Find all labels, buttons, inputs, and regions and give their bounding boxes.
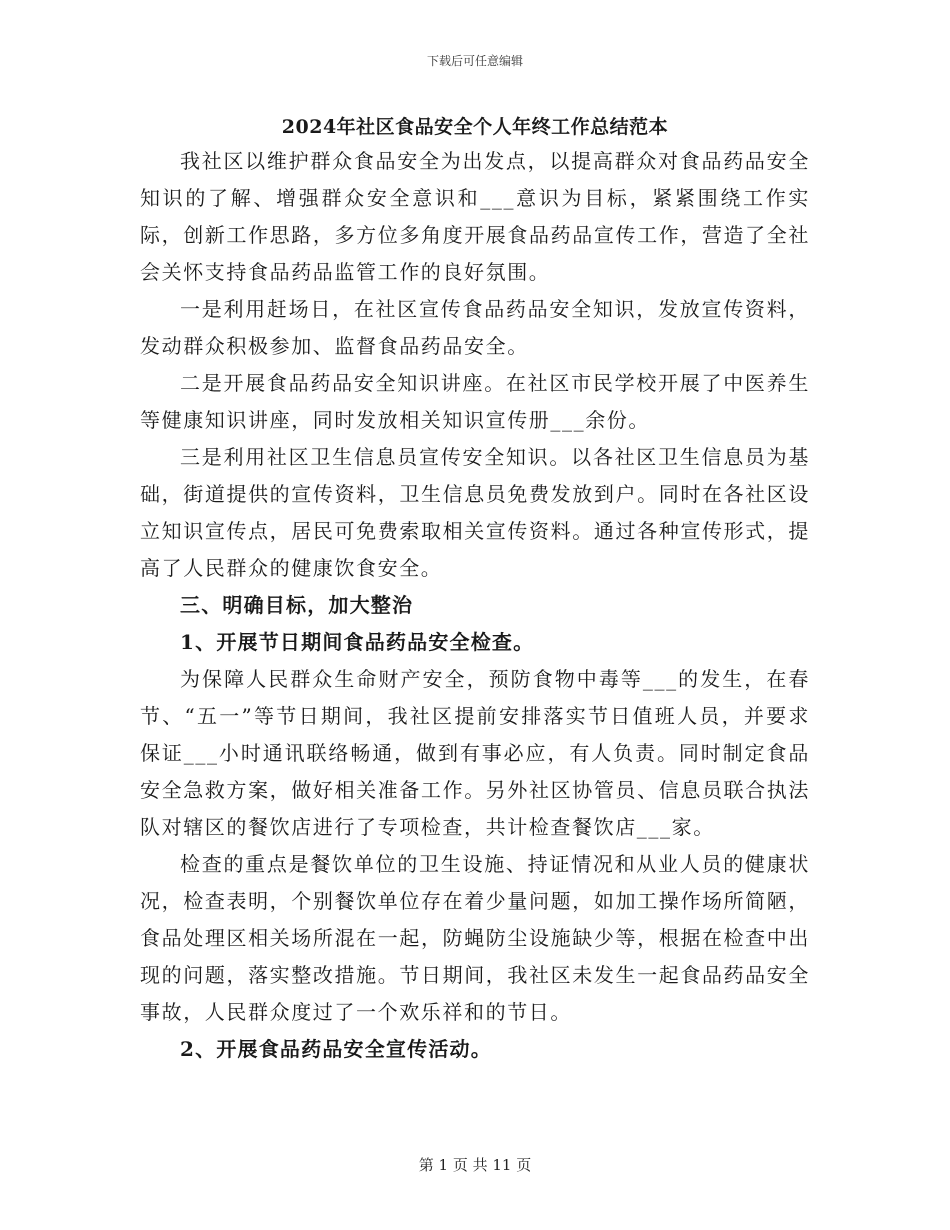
page-header-note: 下载后可任意编辑 [426, 54, 523, 68]
paragraph-holiday-inspection: 为保障人民群众生命财产安全，预防食物中毒等___的发生，在春节、“五一”等节日期间，我社区提前安排落实节日值班人员，并要求保证___小时通讯联络畅通，做到有事必应，有人负责。同时制定食品安全急救方案，做好相关准备工作。另外社区协管员、信息员联合执法队对辖区的餐饮店进行了专项检查，共计检查餐饮店___家。 [140, 667, 810, 839]
paragraph-point-three: 三是利用社区卫生信息员宣传安全知识。以各社区卫生信息员为基础，街道提供的宣传资料，卫生信息员免费发放到户。同时在各社区设立知识宣传点，居民可免费索取相关宣传资料。通过各种宣传形式，提高了人民群众的健康饮食安全。 [140, 445, 810, 580]
paragraph-intro: 我社区以维护群众食品安全为出发点，以提高群众对食品药品安全知识的了解、增强群众安全意识和___意识为目标，紧紧围绕工作实际，创新工作思路，多方位多角度开展食品药品宣传工作，营造了全社会关怀支持食品药品监管工作的良好氛围。 [140, 149, 810, 284]
document-title: 2024年社区食品安全个人年终工作总结范本 [281, 116, 669, 138]
subheading-holiday-inspection: 1、开展节日期间食品药品安全检查。 [180, 630, 535, 654]
section-heading-three: 三、明确目标，加大整治 [180, 593, 414, 617]
paragraph-point-one: 一是利用赶场日，在社区宣传食品药品安全知识，发放宣传资料，发动群众积极参加、监督食品药品安全。 [140, 297, 810, 358]
page-number: 第 1 页 共 11 页 [418, 1156, 532, 1174]
paragraph-inspection-focus: 检查的重点是餐饮单位的卫生设施、持证情况和从业人员的健康状况，检查表明，个别餐饮单位存在着少量问题，如加工操作场所简陋，食品处理区相关场所混在一起，防蝇防尘设施缺少等，根据在检查中出现的问题，落实整改措施。节日期间，我社区未发生一起食品药品安全事故，人民群众度过了一个欢乐祥和的节日。 [140, 852, 810, 1024]
document-body [140, 143, 810, 1068]
subheading-publicity-activities: 2、开展食品药品安全宣传活动。 [180, 1037, 492, 1061]
paragraph-point-two: 二是开展食品药品安全知识讲座。在社区市民学校开展了中医养生等健康知识讲座，同时发放相关知识宣传册___余份。 [140, 371, 810, 432]
